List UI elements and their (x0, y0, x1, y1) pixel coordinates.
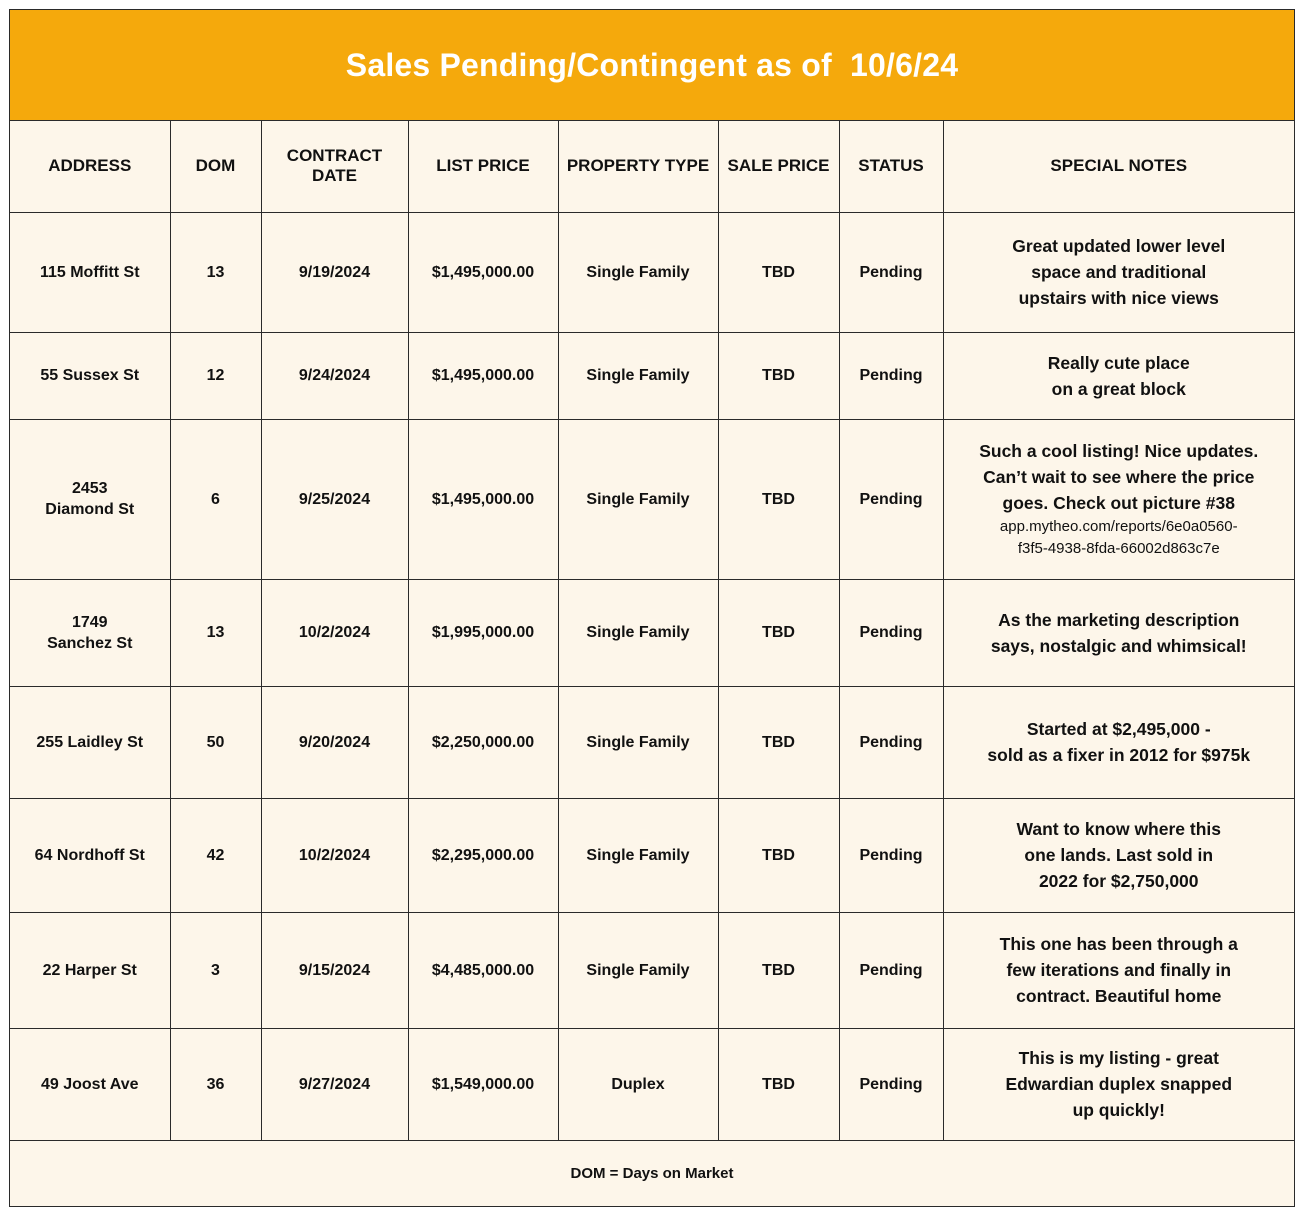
cell-list-price: $1,495,000.00 (408, 332, 558, 419)
cell-list-price: $4,485,000.00 (408, 912, 558, 1028)
note-line: Such a cool listing! Nice updates. (979, 441, 1259, 461)
listing-report-link[interactable]: f3f5-4938-8fda-66002d863c7e (1017, 540, 1220, 557)
cell-sale-price: TBD (718, 212, 839, 332)
cell-special-notes (943, 212, 1294, 332)
cell-special-notes (943, 686, 1294, 798)
col-header-contract-date: CONTRACT DATE (261, 121, 408, 212)
cell-contract-date: 9/25/2024 (261, 419, 408, 579)
cell-sale-price: TBD (718, 912, 839, 1028)
cell-status: Pending (839, 212, 943, 332)
col-header-dom: DOM (170, 121, 261, 212)
note-line: on a great block (1051, 378, 1186, 399)
note-line: contract. Beautiful home (1016, 986, 1222, 1006)
cell-dom: 3 (170, 912, 261, 1028)
cell-contract-date: 9/19/2024 (261, 212, 408, 332)
cell-address (10, 1028, 170, 1140)
cell-contract-date: 10/2/2024 (261, 798, 408, 912)
cell-sale-price: TBD (718, 686, 839, 798)
table-row (10, 912, 1294, 1028)
cell-contract-date: 9/27/2024 (261, 1028, 408, 1140)
address-line: 64 Nordhoff St (34, 846, 145, 864)
address-line: 49 Joost Ave (40, 1075, 139, 1093)
cell-dom: 13 (170, 579, 261, 686)
cell-address (10, 579, 170, 686)
note-line: This one has been through a (999, 934, 1238, 954)
note-line: one lands. Last sold in (1024, 845, 1214, 865)
note-line: Want to know where this (1016, 819, 1221, 839)
note-line: up quickly! (1072, 1100, 1165, 1120)
cell-address (10, 332, 170, 419)
cell-contract-date: 9/24/2024 (261, 332, 408, 419)
table-row (10, 686, 1294, 798)
cell-status: Pending (839, 686, 943, 798)
note-line: Great updated lower level (1012, 236, 1226, 256)
cell-sale-price: TBD (718, 579, 839, 686)
cell-list-price: $2,250,000.00 (408, 686, 558, 798)
address-line: 115 Moffitt St (39, 263, 140, 281)
address-line: Diamond St (45, 501, 135, 518)
table-row (10, 419, 1294, 579)
cell-dom: 13 (170, 212, 261, 332)
table-row (10, 579, 1294, 686)
cell-contract-date: 10/2/2024 (261, 579, 408, 686)
cell-contract-date: 9/15/2024 (261, 912, 408, 1028)
cell-property-type: Single Family (558, 419, 718, 579)
cell-status: Pending (839, 912, 943, 1028)
col-header-list-price: LIST PRICE (408, 121, 558, 212)
cell-address (10, 212, 170, 332)
cell-special-notes (943, 579, 1294, 686)
cell-list-price: $1,995,000.00 (408, 579, 558, 686)
cell-property-type: Single Family (558, 912, 718, 1028)
cell-address (10, 686, 170, 798)
footer-note: DOM = Days on Market (10, 1140, 1294, 1206)
cell-dom: 36 (170, 1028, 261, 1140)
cell-status: Pending (839, 579, 943, 686)
note-line: few iterations and finally in (1006, 960, 1232, 980)
sales-table (10, 121, 1294, 1141)
cell-special-notes (943, 1028, 1294, 1140)
note-line: Can’t wait to see where the price (983, 467, 1255, 487)
cell-list-price: $1,495,000.00 (408, 419, 558, 579)
cell-sale-price: TBD (718, 332, 839, 419)
note-line: sold as a fixer in 2012 for $975k (987, 745, 1251, 765)
address-line: Sanchez St (47, 634, 133, 652)
cell-contract-date: 9/20/2024 (261, 686, 408, 798)
note-line: Really cute place (1047, 352, 1190, 373)
cell-dom: 6 (170, 419, 261, 579)
cell-address (10, 798, 170, 912)
cell-special-notes (943, 798, 1294, 912)
cell-special-notes (943, 332, 1294, 419)
header-row (10, 121, 1294, 212)
cell-sale-price: TBD (718, 419, 839, 579)
page-title: Sales Pending/Contingent as of 10/6/24 (345, 46, 959, 83)
note-line: This is my listing - great (1018, 1048, 1219, 1068)
cell-property-type: Single Family (558, 212, 718, 332)
note-line: 2022 for $2,750,000 (1038, 871, 1199, 891)
table-row (10, 332, 1294, 419)
address-line: 55 Sussex St (40, 367, 140, 384)
col-header-property-type: PROPERTY TYPE (558, 121, 718, 212)
cell-property-type: Duplex (558, 1028, 718, 1140)
cell-status: Pending (839, 798, 943, 912)
cell-dom: 50 (170, 686, 261, 798)
cell-sale-price: TBD (718, 1028, 839, 1140)
cell-list-price: $1,495,000.00 (408, 212, 558, 332)
cell-sale-price: TBD (718, 798, 839, 912)
title-bar (10, 10, 1294, 121)
cell-status: Pending (839, 419, 943, 579)
sales-sheet (9, 9, 1295, 1207)
cell-address (10, 419, 170, 579)
address-line: 2453 (71, 480, 108, 497)
cell-special-notes (943, 419, 1294, 579)
table-row (10, 212, 1294, 332)
address-line: 255 Laidley St (36, 733, 144, 751)
note-line: Started at $2,495,000 - (1026, 719, 1211, 739)
col-header-address: ADDRESS (10, 121, 170, 212)
col-header-status: STATUS (839, 121, 943, 212)
cell-address (10, 912, 170, 1028)
cell-status: Pending (839, 1028, 943, 1140)
cell-dom: 12 (170, 332, 261, 419)
col-header-special-notes: SPECIAL NOTES (943, 121, 1294, 212)
address-line: 1749 (71, 613, 108, 631)
note-line: space and traditional (1031, 262, 1207, 282)
cell-list-price: $2,295,000.00 (408, 798, 558, 912)
cell-property-type: Single Family (558, 332, 718, 419)
cell-status: Pending (839, 332, 943, 419)
cell-list-price: $1,549,000.00 (408, 1028, 558, 1140)
note-line: Edwardian duplex snapped (1005, 1074, 1233, 1094)
address-line: 22 Harper St (42, 961, 137, 979)
col-header-sale-price: SALE PRICE (718, 121, 839, 212)
note-line: upstairs with nice views (1018, 288, 1219, 308)
table-row (10, 1028, 1294, 1140)
cell-property-type: Single Family (558, 579, 718, 686)
note-line: goes. Check out picture #38 (1002, 493, 1235, 513)
note-line: says, nostalgic and whimsical! (990, 635, 1247, 656)
listing-report-link[interactable]: app.mytheo.com/reports/6e0a0560- (999, 518, 1238, 535)
cell-property-type: Single Family (558, 686, 718, 798)
table-row (10, 798, 1294, 912)
cell-special-notes (943, 912, 1294, 1028)
cell-dom: 42 (170, 798, 261, 912)
note-line: As the marketing description (998, 609, 1240, 630)
cell-property-type: Single Family (558, 798, 718, 912)
